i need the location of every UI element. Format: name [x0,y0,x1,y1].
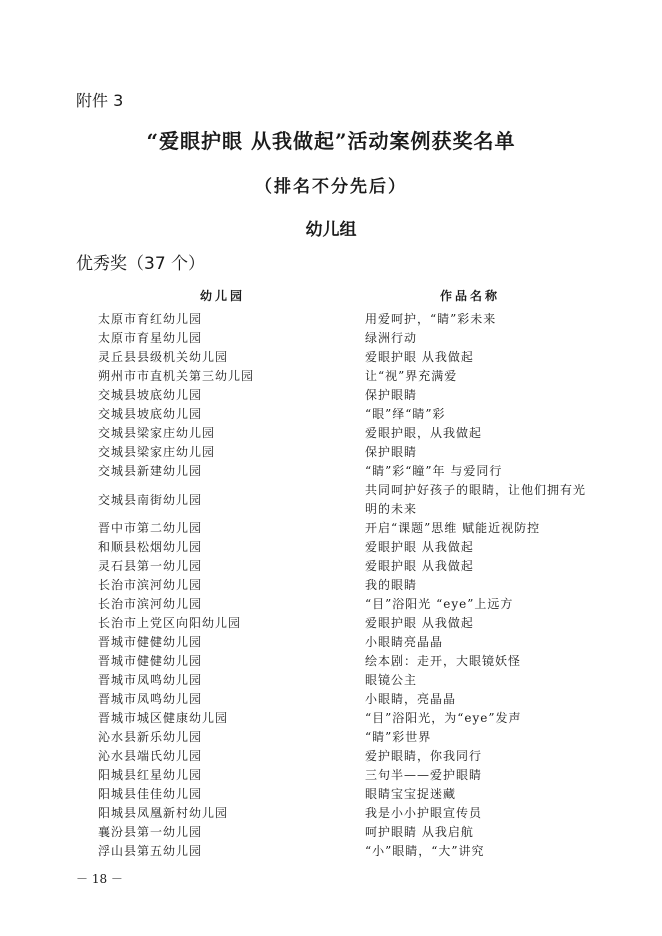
table-row [0,785,662,804]
document-title: “爱眼护眼 从我做起”活动案例获奖名单 [146,129,516,153]
work-title-cell: 爱眼护眼 从我做起 [365,559,474,573]
kindergarten-cell: 晋城市健健幼儿园 [98,654,203,668]
kindergarten-cell: 沁水县新乐幼儿园 [98,730,203,744]
work-title-cell: 爱眼护眼 从我做起 [365,616,474,630]
kindergarten-cell: 晋城市凤鸣幼儿园 [98,673,203,687]
work-title-cell: 绿洲行动 [365,331,418,345]
attachment-label: 附件 3 [76,91,124,110]
table-row [0,367,662,386]
work-title-cell: 用爱呵护，“睛”彩未来 [365,312,497,326]
kindergarten-cell: 襄汾县第一幼儿园 [98,825,203,839]
work-title-cell: “目”浴阳光 “eye”上远方 [365,597,514,611]
kindergarten-cell: 交城县梁家庄幼儿园 [98,445,216,459]
table-row [0,823,662,842]
table-row [0,329,662,348]
kindergarten-cell: 和顺县松烟幼儿园 [98,540,203,554]
work-title-cell: “目”浴阳光，为“eye”发声 [365,711,522,725]
kindergarten-cell: 交城县坡底幼儿园 [98,407,203,421]
table-row [0,728,662,747]
table-row [0,481,662,519]
table-body [0,310,662,861]
kindergarten-cell: 晋城市城区健康幼儿园 [98,711,229,725]
work-title-cell: 眼睛宝宝捉迷藏 [365,787,457,801]
kindergarten-cell: 长治市滨河幼儿园 [98,597,203,611]
work-title-cell: 我的眼睛 [365,578,418,592]
table-row [0,671,662,690]
work-title-cell: 绘本剧：走开，大眼镜妖怪 [365,654,522,668]
kindergarten-cell: 阳城县佳佳幼儿园 [98,787,203,801]
kindergarten-cell: 阳城县凤凰新村幼儿园 [98,806,229,820]
work-title-cell: 爱眼护眼 从我做起 [365,540,474,554]
work-title-cell: “睛”彩“瞳”年 与爱同行 [365,464,503,478]
table-header [0,287,662,305]
table-row [0,557,662,576]
table-row [0,633,662,652]
kindergarten-cell: 沁水县端氏幼儿园 [98,749,203,763]
work-title-cell: 保护眼睛 [365,388,418,402]
kindergarten-cell: 太原市育星幼儿园 [98,331,203,345]
kindergarten-cell: 晋城市凤鸣幼儿园 [98,692,203,706]
table-row [0,652,662,671]
table-row [0,595,662,614]
work-title-cell: 保护眼睛 [365,445,418,459]
kindergarten-cell: 晋中市第二幼儿园 [98,521,203,535]
work-title-cell: 小眼睛亮晶晶 [365,635,444,649]
work-title-cell: 让“视”界充满爱 [365,369,458,383]
column-header-work: 作品名称 [440,289,501,303]
table-row [0,690,662,709]
work-title-cell: 三句半——爱护眼睛 [365,768,483,782]
work-title-cell: “小”眼睛，“大”讲究 [365,844,485,858]
kindergarten-cell: 交城县坡底幼儿园 [98,388,203,402]
work-title-cell: “眼”绎“睛”彩 [365,407,446,421]
table-row [0,766,662,785]
table-row [0,842,662,861]
work-title-cell: 爱眼护眼，从我做起 [365,426,483,440]
kindergarten-cell: 晋城市健健幼儿园 [98,635,203,649]
table-row [0,804,662,823]
work-title-cell: 爱眼护眼 从我做起 [365,350,474,364]
work-title-cell: 眼镜公主 [365,673,418,687]
table-row [0,519,662,538]
table-row [0,576,662,595]
kindergarten-cell: 太原市育红幼儿园 [98,312,203,326]
table-row [0,424,662,443]
table-row [0,386,662,405]
kindergarten-cell: 交城县新建幼儿园 [98,464,203,478]
table-row [0,310,662,329]
group-heading: 幼儿组 [305,220,357,240]
work-title-cell: “睛”彩世界 [365,730,432,744]
kindergarten-cell: 交城县梁家庄幼儿园 [98,426,216,440]
column-header-kindergarten: 幼儿园 [200,289,246,303]
kindergarten-cell: 灵丘县县级机关幼儿园 [98,350,229,364]
table-row [0,405,662,424]
table-row [0,348,662,367]
table-row [0,614,662,633]
table-row [0,462,662,481]
kindergarten-cell: 灵石县第一幼儿园 [98,559,203,573]
kindergarten-cell: 长治市上党区向阳幼儿园 [98,616,242,630]
kindergarten-cell: 交城县南街幼儿园 [98,493,203,507]
work-title-cell: 我是小小护眼宣传员 [365,806,483,820]
table-row [0,747,662,766]
kindergarten-cell: 浮山县第五幼儿园 [98,844,203,858]
kindergarten-cell: 朔州市市直机关第三幼儿园 [98,369,255,383]
document-subtitle: （排名不分先后） [255,177,407,197]
table-row [0,538,662,557]
award-heading: 优秀奖（37 个） [76,254,206,274]
page-number: － 18 － [76,872,123,886]
table-row [0,709,662,728]
kindergarten-cell: 阳城县红星幼儿园 [98,768,203,782]
work-title-cell: 呵护眼睛 从我启航 [365,825,474,839]
work-title-cell: 爱护眼睛，你我同行 [365,749,483,763]
kindergarten-cell: 长治市滨河幼儿园 [98,578,203,592]
table-row [0,443,662,462]
work-title-cell: 共同呵护好孩子的眼睛，让他们拥有光明的未来 [365,483,587,516]
work-title-cell: 小眼睛，亮晶晶 [365,692,457,706]
work-title-cell: 开启“课题”思维 赋能近视防控 [365,521,541,535]
